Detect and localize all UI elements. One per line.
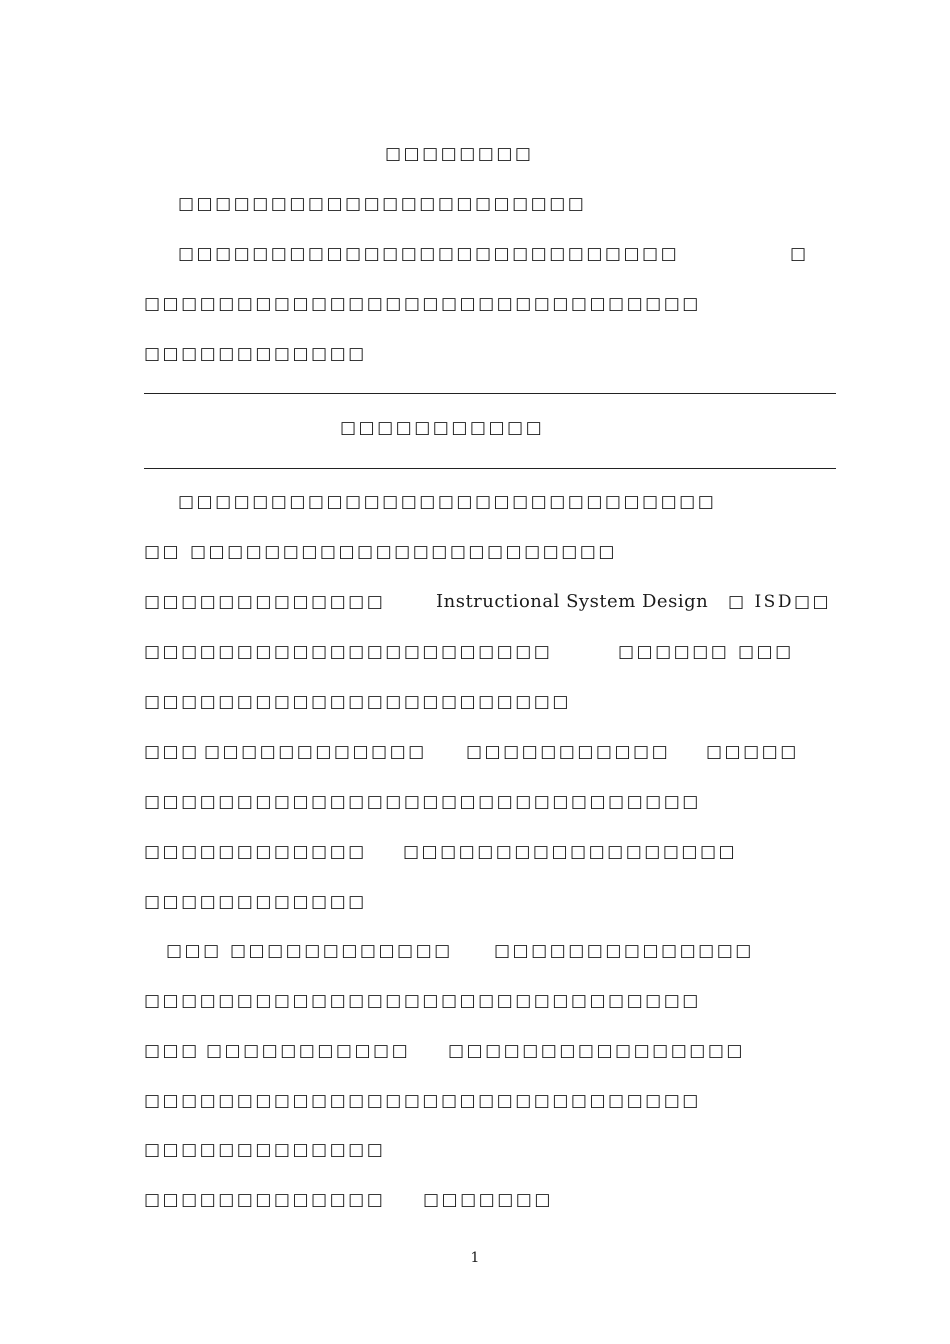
body-line: □□□□□□□□□□□□□□□□□□□□□□□□□□□□□ (178, 492, 717, 512)
body-line-segment: □□□□□□□□□□□□□□ (494, 941, 754, 961)
body-line: □□□□□□□□□□□□ (144, 892, 367, 912)
body-line-segment: □□□□□□□□□□□ (206, 1041, 411, 1061)
body-line-segment: □ ISD□□ (728, 592, 832, 612)
body-line: □□□□□□□□□□□□□□□□□□□□□□□□□□□□□□ (144, 792, 701, 812)
body-line-segment: □□ (144, 542, 182, 562)
body-line-segment: □□□□□□□□□□□□□ (144, 592, 386, 612)
body-line-segment: □□□□□□ (618, 642, 730, 662)
body-line: □□□□□□□□□□□□□□□□□□□□□□□□□□□□□□ (144, 1091, 701, 1111)
body-line-segment: □□□ (144, 1041, 200, 1061)
body-line-segment: □□□□□□□□□□□□□ (144, 1190, 386, 1210)
body-line-segment: □□□□□□□□□□□□ (144, 842, 367, 862)
body-line-segment: □□□□□□□ (423, 1190, 553, 1210)
latin-term: Instructional System Design (436, 591, 709, 612)
paragraph-line: □□□□□□□□□□□□□□□□□□□□□□□□□□□ (178, 244, 680, 264)
section-heading: □□□□□□□□□□□ (340, 418, 545, 438)
body-line-segment: □□□ (738, 642, 794, 662)
body-line-segment: □□□□□□□□□□□□□□□□ (448, 1041, 745, 1061)
body-line-segment: □□□□□□□□□□□□ (230, 941, 453, 961)
body-line-segment: □□□ (144, 742, 200, 762)
body-line-segment: □□□□□□□□□□□ (466, 742, 671, 762)
body-line: □□□□□□□□□□□□□□□□□□□□□□□ (144, 692, 571, 712)
document-title: □□□□□□□□ (385, 144, 534, 164)
page-number: 1 (470, 1250, 480, 1266)
paragraph-line: □□□□□□□□□□□□□□□□□□□□□□□□□□□□□□ (144, 294, 701, 314)
bottom-rule (144, 468, 836, 469)
body-line-segment: □□□□□ (706, 742, 799, 762)
body-line-segment: □□□□□□□□□□□□ (204, 742, 427, 762)
paragraph-line-tail: □ (790, 244, 809, 264)
paragraph-line: □□□□□□□□□□□□□□□□□□□□□□ (178, 194, 587, 214)
body-line-segment: □□□□□□□□□□□□□□□□□□□□□□□ (190, 542, 617, 562)
body-line-segment: □□□ (166, 941, 222, 961)
body-line: □□□□□□□□□□□□□ (144, 1140, 386, 1160)
body-line-segment: □□□□□□□□□□□□□□□□□□□□□□ (144, 642, 553, 662)
body-line-segment: □□□□□□□□□□□□□□□□□□ (403, 842, 738, 862)
top-rule (144, 393, 836, 394)
paragraph-line: □□□□□□□□□□□□ (144, 344, 367, 364)
body-line: □□□□□□□□□□□□□□□□□□□□□□□□□□□□□□ (144, 991, 701, 1011)
